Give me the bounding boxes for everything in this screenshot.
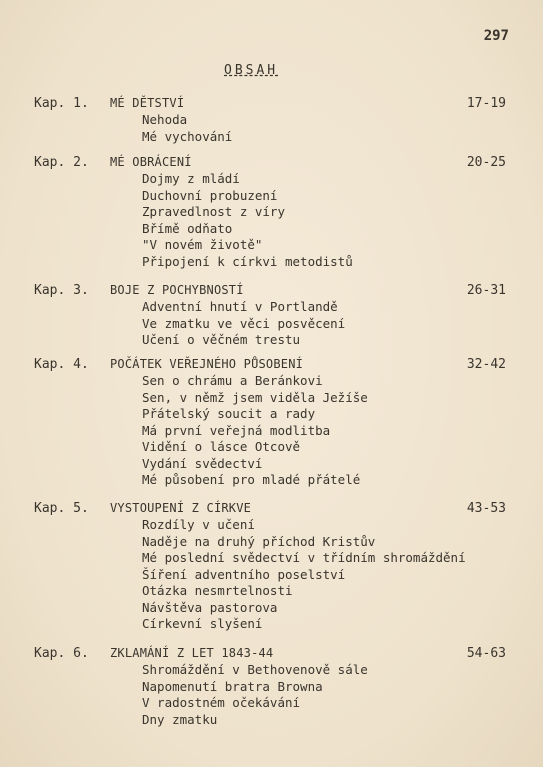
list-item: Zpravedlnost z víry [142,204,285,219]
list-item: Mé poslední svědectví v třídním shromáždění [142,550,466,565]
chapter-title: POČÁTEK VEŘEJNÉHO PŮSOBENÍ [110,357,304,371]
list-item: Návštěva pastorova [142,599,278,615]
chapter-title: VYSTOUPENÍ Z CÍRKVE [110,501,252,515]
list-item: Sen o chrámu a Beránkovi [142,373,323,388]
list-item: Otázka nesmrtelnosti [142,583,293,598]
list-item: Církevní slyšení [142,616,263,631]
list-item: Vydání svědectví [142,455,263,471]
list-item: Mé vychování [142,128,233,144]
list-item: Shromáždění v Bethovenově sále [142,662,368,677]
chapter-title: MÉ OBRÁCENÍ [110,155,192,169]
list-item: Duchovní probuzení [142,187,278,203]
chapter-label: Kap. 3. [34,283,89,298]
list-item: Vidění o lásce Otcově [142,439,301,454]
list-item: Naděje na druhý příchod Kristův [142,533,376,549]
list-item: Dny zmatku [142,711,218,727]
chapter-title: ZKLAMÁNÍ Z LET 1843-44 [110,646,274,660]
chapter-pages: 20-25 [466,155,506,170]
page-title: OBSAH [224,63,279,78]
chapter-label: Kap. 2. [34,155,89,170]
list-item: Nehoda [142,112,188,127]
list-item: Sen, v němž jsem viděla Ježíše [142,389,368,405]
page-number: 297 [483,28,509,44]
list-item: Přátelský soucit a rady [142,406,316,421]
chapter-pages: 17-19 [466,96,506,111]
chapter-label: Kap. 5. [34,501,89,516]
chapter-label: Kap. 1. [34,96,89,111]
list-item: Připojení k církvi metodistů [142,253,353,269]
list-item: Dojmy z mládí [142,171,240,186]
list-item: Má první veřejná modlitba [142,422,331,438]
list-item: Břímě odňato [142,220,233,236]
chapter-pages: 43-53 [466,501,506,516]
list-item: Ve zmatku ve věci posvěcení [142,315,346,331]
chapter-pages: 54-63 [466,646,506,661]
list-item: Adventní hnutí v Portlandě [142,299,338,314]
list-item: Napomenutí bratra Browna [142,678,323,694]
list-item: Mé působení pro mladé přátelé [142,472,361,487]
chapter-pages: 26-31 [466,283,506,298]
chapter-pages: 32-42 [466,357,506,372]
chapter-title: MÉ DĚTSTVÍ [110,96,185,110]
chapter-title: BOJE Z POCHYBNOSTÍ [110,283,244,297]
list-item: Učení o věčném trestu [142,332,301,347]
list-item: "V novém životě" [142,237,263,252]
list-item: V radostném očekávání [142,695,301,710]
list-item: Rozdíly v učení [142,517,255,532]
chapter-label: Kap. 4. [34,357,89,372]
chapter-label: Kap. 6. [34,646,89,661]
list-item: Šíření adventního poselství [142,566,346,582]
